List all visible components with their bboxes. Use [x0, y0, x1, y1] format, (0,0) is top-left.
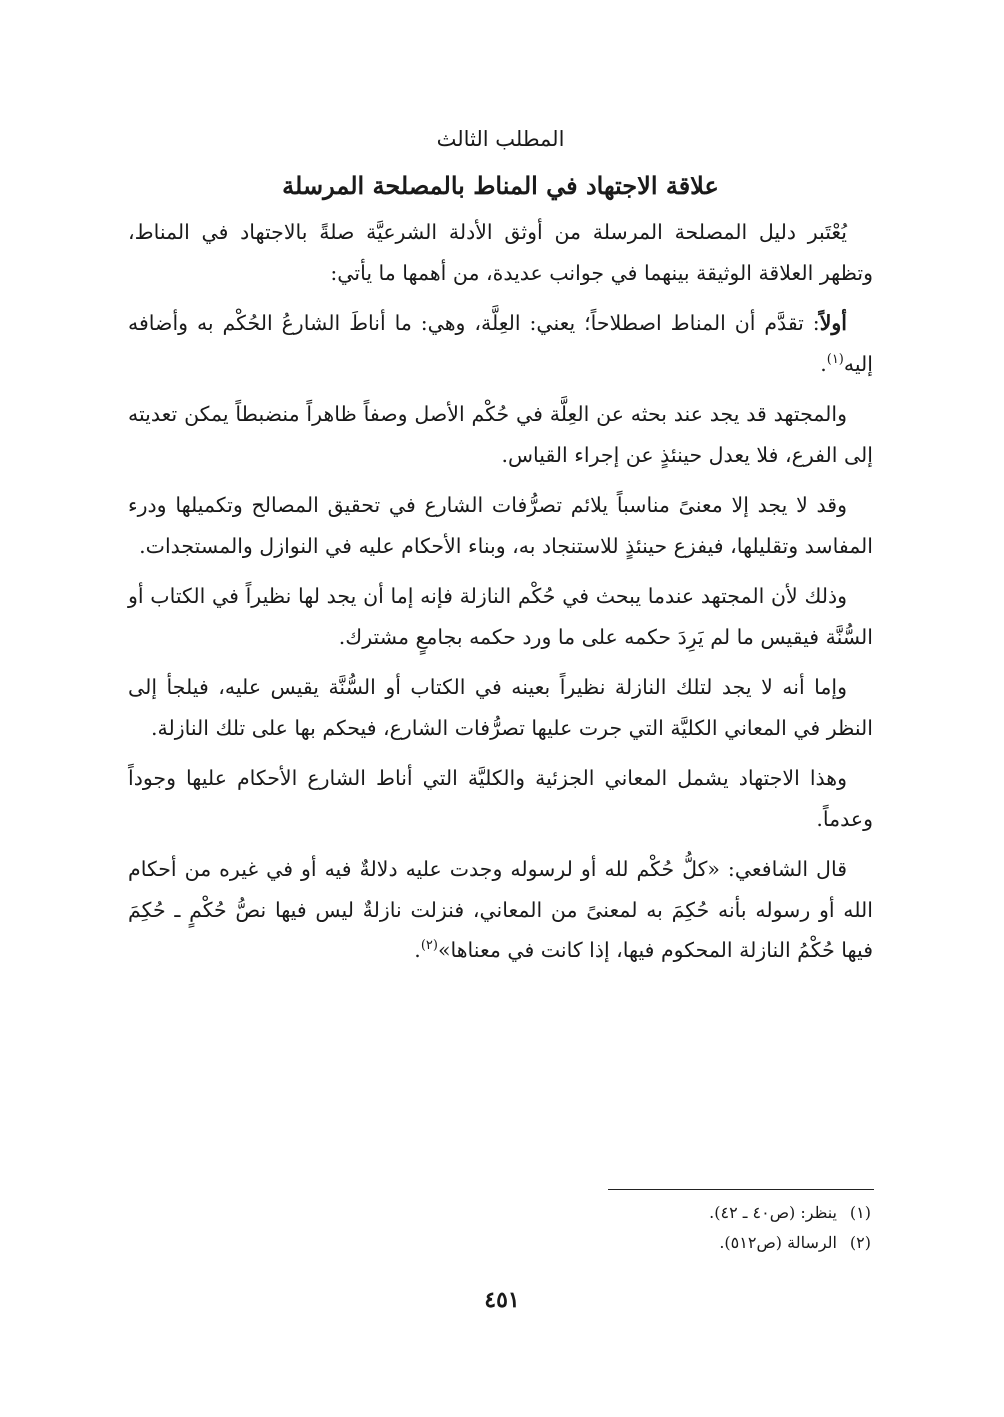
paragraph-text: وهذا الاجتهاد يشمل المعاني الجزئية والكليَّة التي أناط الشارع الأحكام عليها وجوداً وعدماً. [128, 766, 873, 831]
section-label: المطلب الثالث [436, 127, 565, 151]
footnote-2 [128, 1228, 873, 1258]
footnote-text: الرسالة (ص٥١٢). [719, 1233, 837, 1252]
footnote-marker: (١) [826, 351, 844, 367]
footnote-1 [128, 1198, 873, 1228]
footnotes [128, 1198, 873, 1258]
page-title: علاقة الاجتهاد في المناط بالمصلحة المرسلة [282, 171, 719, 200]
paragraph-lead: أولاً [819, 311, 847, 335]
paragraph-text: والمجتهد قد يجد عند بحثه عن العِلَّة في حُكْم الأصل وصفاً ظاهراً منضبطاً يمكن تعديته إلى الفرع، فلا يعدل حينئذٍ عن إجراء القياس. [128, 402, 873, 467]
paragraph-text: وذلك لأن المجتهد عندما يبحث في حُكْم النازلة فإنه إما أن يجد لها نظيراً في الكتاب أو السُّنَّة فيقيس ما لم يَرِدَ حكمه على ما ورد حكمه بجامعٍ مشترك. [128, 584, 873, 649]
paragraph-text: يُعْتَبر دليل المصلحة المرسلة من أوثق الأدلة الشرعيَّة صلةً بالاجتهاد في المناط، وتظهر العلاقة الوثيقة بينهما في جوانب عديدة، من أهمها ما يأتي: [128, 220, 873, 285]
paragraph-text: وإما أنه لا يجد لتلك النازلة نظيراً بعينه في الكتاب أو السُّنَّة يقيس عليه، فيلجأ إلى النظر في المعاني الكليَّة التي جرت عليها تصرُّفات الشارع، فيحكم بها على تلك النازلة. [128, 675, 873, 740]
footnote-number: (٢) [849, 1233, 871, 1252]
page-body [128, 118, 873, 981]
paragraph-3 [128, 394, 873, 475]
paragraph-7 [128, 758, 873, 839]
paragraph-8 [128, 849, 873, 971]
paragraph-text: : تقدَّم أن المناط اصطلاحاً؛ يعني: العِلَّة، وهي: ما أناطَ الشارعُ الحُكْم به وأضافه إليه [128, 311, 873, 376]
paragraph-tail: . [820, 351, 827, 376]
paragraph-2 [128, 303, 873, 384]
footnote-marker: (٢) [420, 938, 438, 954]
paragraph-5 [128, 576, 873, 657]
footnote-text: ينظر: (ص٤٠ ـ ٤٢). [709, 1203, 837, 1222]
paragraph-text: قال الشافعي: «كلُّ حُكْم لله أو لرسوله وجدت عليه دلالةٌ فيه أو في غيره من أحكام الله أو رسوله بأنه حُكِمَ به لمعنىً من المعاني، فنزلت نازلةٌ ليس فيها نصُّ حُكْمٍ ـ حُكِمَ فيها حُكْمُ النازلة المحكوم فيها، إذا كانت في معناها» [128, 857, 873, 962]
footnote-divider [608, 1189, 874, 1190]
paragraph-1 [128, 212, 873, 293]
paragraph-tail: . [414, 938, 421, 962]
footnote-number: (١) [849, 1203, 871, 1222]
paragraph-6 [128, 667, 873, 748]
paragraph-4 [128, 485, 873, 566]
paragraph-text: وقد لا يجد إلا معنىً مناسباً يلائم تصرُّفات الشارع في تحقيق المصالح وتكميلها ودرء المفاسد وتقليلها، فيفزع حينئذٍ للاستنجاد به، وبناء الأحكام عليه في النوازل والمستجدات. [128, 493, 873, 558]
page-number: ٤٥١ [484, 1287, 520, 1313]
